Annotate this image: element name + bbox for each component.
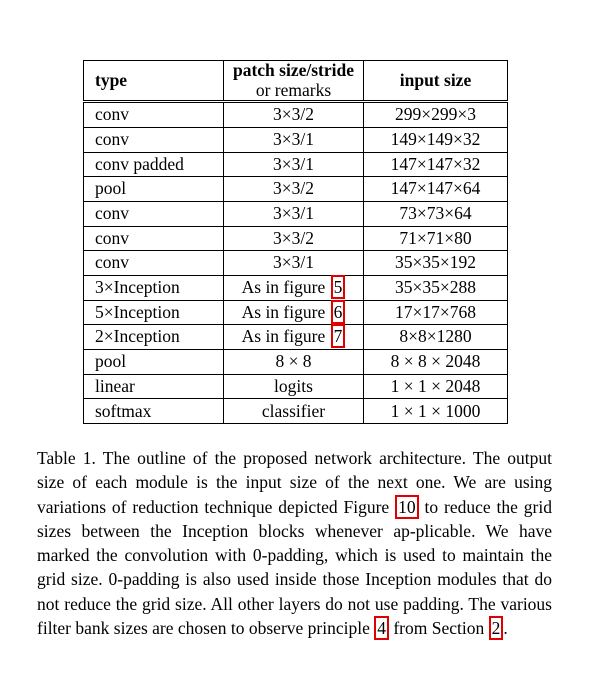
cell-type: linear — [84, 374, 224, 399]
cell-type: conv — [84, 251, 224, 276]
cell-patch-size-text: As in figure — [241, 277, 326, 298]
cell-type: 5×Inception — [84, 300, 224, 325]
caption-text-4: . — [503, 618, 508, 639]
figure-reference-link[interactable]: 7 — [331, 324, 346, 348]
cell-input-size: 147×147×64 — [364, 177, 508, 202]
table-row — [84, 226, 508, 251]
header-patch-size — [224, 61, 364, 102]
table-row — [84, 276, 508, 301]
cell-patch-size — [224, 350, 364, 375]
cell-type: 3×Inception — [84, 276, 224, 301]
principle-reference-link[interactable]: 4 — [374, 616, 389, 640]
table-row — [84, 325, 508, 350]
table-header-row — [84, 61, 508, 102]
cell-input-size: 8×8×1280 — [364, 325, 508, 350]
cell-patch-size — [224, 152, 364, 177]
cell-input-size: 17×17×768 — [364, 300, 508, 325]
cell-type: softmax — [84, 399, 224, 424]
table-row — [84, 300, 508, 325]
cell-input-size: 299×299×3 — [364, 102, 508, 128]
cell-input-size: 147×147×32 — [364, 152, 508, 177]
cell-input-size: 35×35×288 — [364, 276, 508, 301]
figure-reference-link[interactable]: 10 — [395, 495, 419, 519]
cell-type: pool — [84, 177, 224, 202]
cell-type: conv — [84, 102, 224, 128]
cell-patch-size-text: 3×3/1 — [273, 128, 314, 149]
table-row — [84, 102, 508, 128]
cell-input-size: 1 × 1 × 1000 — [364, 399, 508, 424]
cell-input-size: 35×35×192 — [364, 251, 508, 276]
table-row — [84, 201, 508, 226]
cell-patch-size-text: 3×3/2 — [273, 104, 314, 125]
figure-reference-link[interactable]: 6 — [331, 300, 346, 324]
header-type: type — [84, 61, 224, 102]
cell-type: conv — [84, 127, 224, 152]
table-row — [84, 350, 508, 375]
cell-type: 2×Inception — [84, 325, 224, 350]
table-row — [84, 399, 508, 424]
architecture-table — [83, 60, 508, 424]
table-body — [84, 102, 508, 424]
cell-patch-size-text: 3×3/2 — [273, 178, 314, 199]
cell-patch-size — [224, 226, 364, 251]
cell-input-size: 149×149×32 — [364, 127, 508, 152]
table-row — [84, 177, 508, 202]
cell-input-size: 71×71×80 — [364, 226, 508, 251]
cell-type: conv — [84, 201, 224, 226]
cell-patch-size — [224, 127, 364, 152]
cell-patch-size-text: 3×3/1 — [273, 203, 314, 224]
cell-patch-size — [224, 102, 364, 128]
cell-patch-size — [224, 300, 364, 325]
cell-patch-size — [224, 201, 364, 226]
table-row — [84, 374, 508, 399]
cell-patch-size-text: logits — [274, 375, 313, 396]
cell-input-size: 73×73×64 — [364, 201, 508, 226]
cell-patch-size — [224, 251, 364, 276]
cell-patch-size-text: 8 × 8 — [275, 351, 312, 372]
table-row — [84, 152, 508, 177]
table-caption — [37, 446, 552, 640]
cell-patch-size — [224, 276, 364, 301]
header-patch-size-line1: patch size/stride — [232, 60, 355, 80]
cell-patch-size — [224, 177, 364, 202]
caption-text-2: to reduce the grid sizes between the Inception blocks whenever ap-plicable. We have marked the convolution with 0-padding, which is used to maintain the grid size. 0-padding is also used inside those Inception modules that do not reduce the grid size. All other layers do not use padding. The various filter bank sizes are chosen to observe principle — [37, 496, 552, 639]
cell-patch-size-text: 3×3/1 — [273, 153, 314, 174]
cell-input-size: 8 × 8 × 2048 — [364, 350, 508, 375]
cell-patch-size — [224, 399, 364, 424]
table-row — [84, 127, 508, 152]
caption-text-1: Table 1. The outline of the proposed network architecture. The output size of each module is the input size of the next one. We are using variations of reduction technique depicted Figure — [37, 448, 552, 517]
header-patch-size-line2: or remarks — [255, 79, 332, 100]
header-input-size: input size — [364, 61, 508, 102]
table-row — [84, 251, 508, 276]
section-reference-link[interactable]: 2 — [489, 616, 504, 640]
figure-reference-link[interactable]: 5 — [331, 275, 346, 299]
architecture-table-container — [83, 60, 507, 424]
cell-type: conv padded — [84, 152, 224, 177]
cell-patch-size-text: 3×3/2 — [273, 227, 314, 248]
cell-patch-size — [224, 325, 364, 350]
cell-type: conv — [84, 226, 224, 251]
cell-patch-size-text: As in figure — [241, 301, 326, 322]
cell-patch-size-text: As in figure — [241, 326, 326, 347]
cell-patch-size-text: 3×3/1 — [273, 252, 314, 273]
cell-patch-size — [224, 374, 364, 399]
cell-input-size: 1 × 1 × 2048 — [364, 374, 508, 399]
cell-patch-size-text: classifier — [261, 400, 326, 421]
caption-text-3: from Section — [388, 618, 489, 639]
cell-type: pool — [84, 350, 224, 375]
